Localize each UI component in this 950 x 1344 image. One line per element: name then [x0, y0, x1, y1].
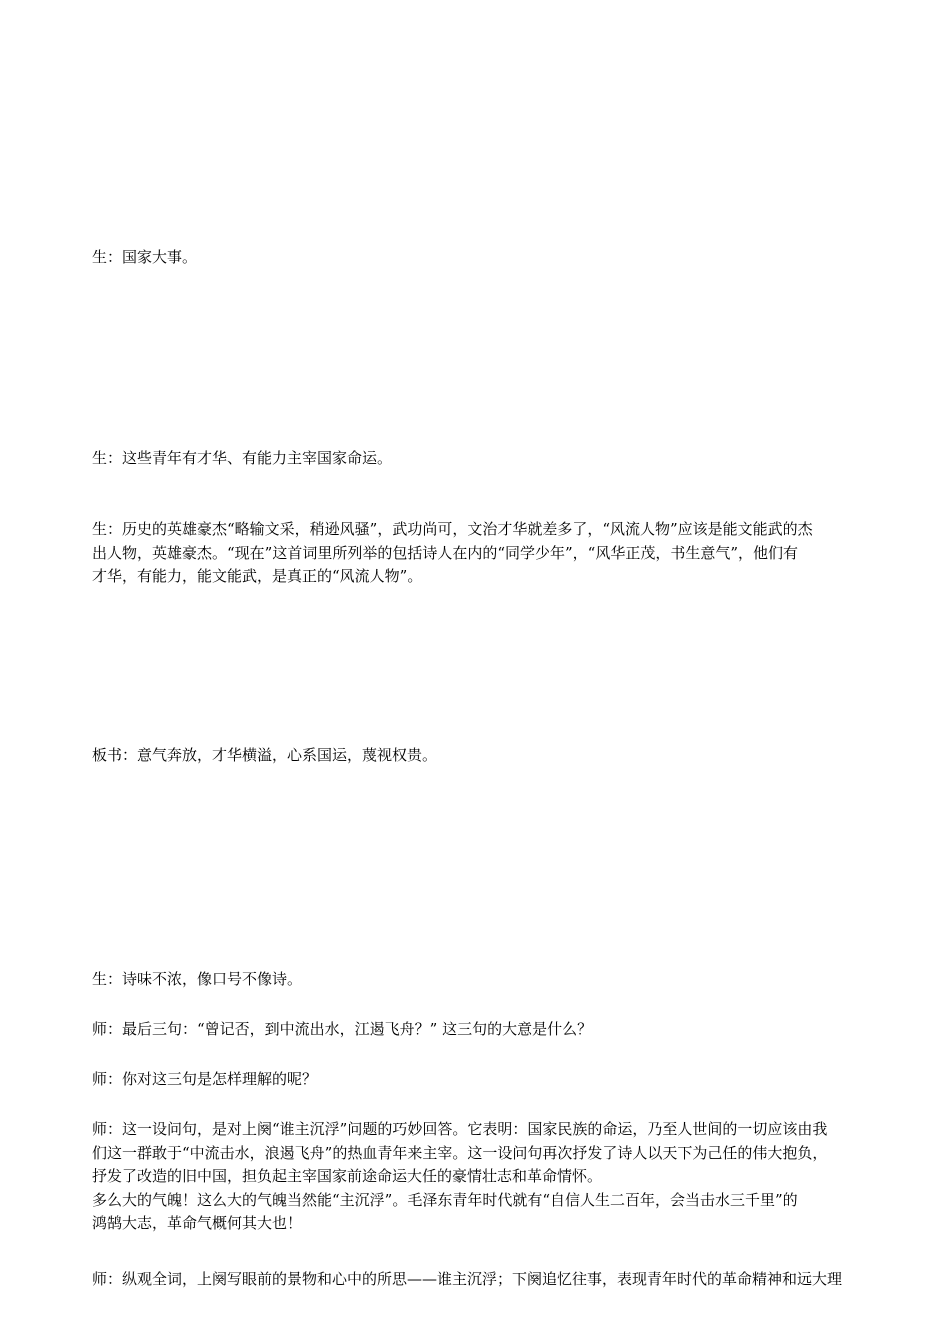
paragraph-teacher-explanation: [92, 1118, 912, 1236]
paragraph-student-answer-1: [92, 246, 912, 270]
text-line: 师：最后三句：“曾记否，到中流出水，江遏飞舟？” 这三句的大意是什么？: [92, 1020, 593, 1038]
text-line: 们这一群敢于“中流击水，浪遏飞舟”的热血青年来主宰。这一设问句再次抒发了诗人以天下为己任的伟大抱负，: [92, 1143, 828, 1162]
text-line: 板书：意气奔放，才华横溢，心系国运，蔑视权贵。: [92, 746, 438, 764]
text-line: 师：纵观全词，上阕写眼前的景物和心中的所思——谁主沉浮；下阕追忆往事，表现青年时代的革命精神和远大理: [92, 1270, 843, 1288]
text-line: 鸿鹄大志，革命气概何其大也！: [92, 1214, 303, 1232]
text-line: 生：国家大事。: [92, 248, 198, 266]
text-line: 抒发了改造的旧中国，担负起主宰国家前途命运大任的豪情壮志和革命情怀。: [92, 1167, 603, 1185]
text-line: 生：这些青年有才华、有能力主宰国家命运。: [92, 449, 393, 467]
paragraph-student-answer-3: [92, 518, 912, 589]
paragraph-teacher-question-1: [92, 1018, 912, 1042]
text-line: 生：诗味不浓，像口号不像诗。: [92, 970, 303, 988]
paragraph-student-answer-2: [92, 447, 912, 471]
text-line: 才华，有能力，能文能武，是真正的“风流人物”。: [92, 567, 423, 585]
paragraph-blackboard-notes: [92, 744, 912, 768]
text-line: 生：历史的英雄豪杰“略输文采，稍逊风骚”，武功尚可，文治才华就差多了，“风流人物”应该是能文能武的杰: [92, 520, 813, 538]
text-line: 出人物，英雄豪杰。“现在”这首词里所列举的包括诗人在内的“同学少年”，“风华正茂，书生意气”，他们有: [92, 543, 799, 562]
text-line: 师：这一设问句，是对上阕“谁主沉浮”问题的巧妙回答。它表明：国家民族的命运，乃至人世间的一切应该由我: [92, 1120, 828, 1138]
paragraph-teacher-question-2: [92, 1068, 912, 1092]
text-line: 师：你对这三句是怎样理解的呢？: [92, 1070, 318, 1088]
paragraph-teacher-summary: [92, 1268, 912, 1292]
text-line: 多么大的气魄！这么大的气魄当然能“主沉浮”。毛泽东青年时代就有“自信人生二百年，会当击水三千里”的: [92, 1190, 798, 1209]
paragraph-student-answer-4: [92, 968, 912, 992]
